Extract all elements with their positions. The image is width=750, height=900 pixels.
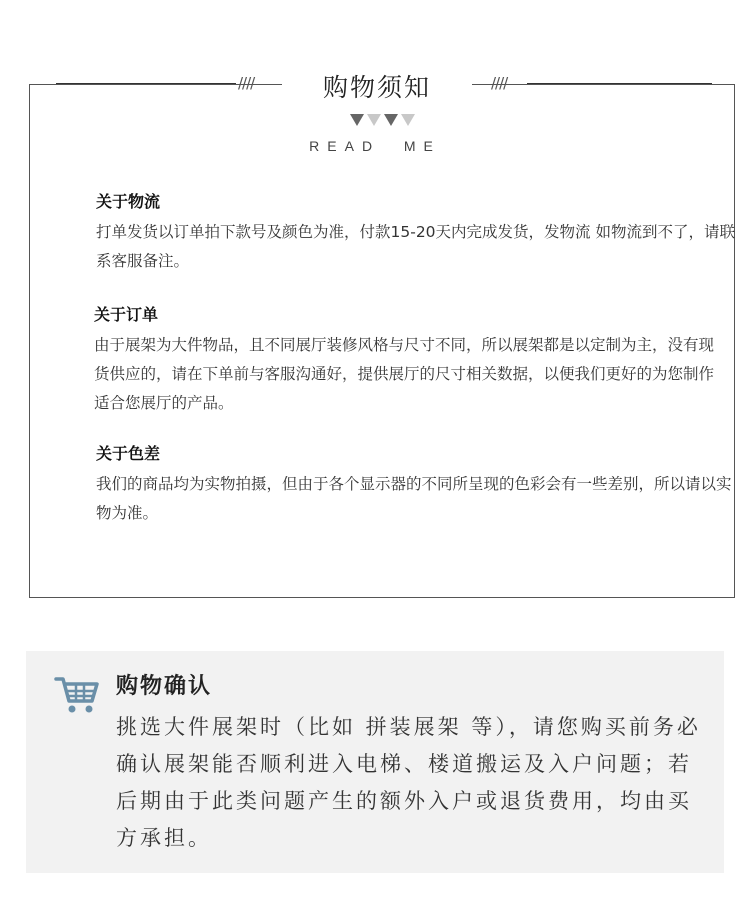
triangle-icon (401, 114, 415, 126)
triangle-icon (384, 114, 398, 126)
section-color-difference (96, 442, 736, 528)
section-heading: 关于色差 (96, 444, 161, 463)
section-body: 打单发货以订单拍下款号及颜色为准，付款15-20天内完成发货，发物流 如物流到不了，请联系客服备注。 (96, 223, 735, 270)
section-heading: 关于订单 (94, 305, 159, 324)
purchase-confirm-panel (26, 651, 724, 873)
title-rule-right (527, 83, 712, 84)
cart-icon (54, 675, 100, 715)
section-heading: 关于物流 (96, 192, 161, 211)
section-order (94, 303, 729, 418)
slashes-right: //// (491, 74, 508, 92)
section-body: 由于展架为大件物品，且不同展厅装修风格与尺寸不同，所以展架都是以定制为主，没有现货供应的，请在下单前与客服沟通好，提供展厅的尺寸相关数据，以便我们更好的为您制作适合您展厅的产品。 (94, 336, 715, 412)
title-bar (0, 62, 750, 108)
decorative-triangles (350, 114, 415, 128)
confirm-title: 购物确认 (116, 674, 213, 699)
slashes-left: //// (238, 74, 255, 92)
section-body: 我们的商品均为实物拍摄，但由于各个显示器的不同所呈现的色彩会有一些差别，所以请以实物为准。 (96, 475, 732, 522)
title-rule-left (56, 83, 236, 84)
subtitle: READ ME (309, 138, 441, 154)
section-logistics (96, 190, 736, 276)
triangle-icon (350, 114, 364, 126)
triangle-icon (367, 114, 381, 126)
page-title: 购物须知 (322, 73, 431, 102)
confirm-body: 挑选大件展架时（比如 拼装展架 等），请您购买前务必确认展架能否顺利进入电梯、楼道搬运及入户问题；若后期由于此类问题产生的额外入户或退货费用，均由买方承担。 (116, 715, 701, 850)
